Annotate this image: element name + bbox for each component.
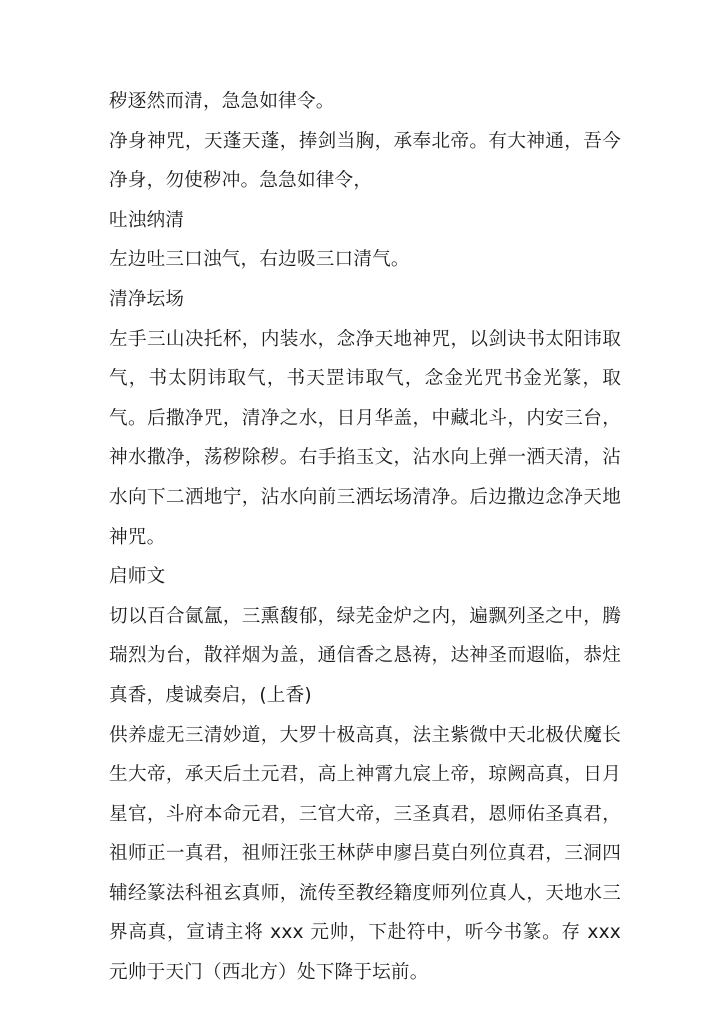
paragraph-incense-invocation: 切以百合氤氲，三熏馥郁，绿芜金炉之内，遍飘列圣之中，腾瑞烈为台，散祥烟为盖，通信香之恳祷，达神圣而遐临，恭炷真香，虔诚奏启，(上香) xyxy=(109,605,621,706)
section-heading-invocation-text: 启师文 xyxy=(109,566,166,588)
paragraph-closing-incantation: 秽逐然而清，急急如律令。 xyxy=(109,91,335,112)
paragraph-altar-purification: 左手三山决托杯，内装水，念净天地神咒，以剑诀书太阳讳取气，书太阴讳取气，书天罡讳取气，念金光咒书金光篆，取气。后撒净咒，清净之水，日月华盖，中藏北斗，内安三台，神水撒净，荡秽除秽。右手掐玉文，沾水向上弹一洒天清，沾水向下二洒地宁，沾水向前三洒坛场清净。后边撒边念净天地神咒。 xyxy=(109,328,621,548)
paragraph-breathing-instruction: 左边吐三口浊气，右边吸三口清气。 xyxy=(109,249,410,271)
paragraph-body-purification-mantra: 净身神咒，天蓬天蓬，捧剑当胸，承奉北帝。有大神通，吾今净身，勿使秽冲。急急如律令， xyxy=(109,130,621,192)
section-heading-purify-altar: 清净坛场 xyxy=(109,288,185,310)
paragraph-deity-offerings: 供养虚无三清妙道，大罗十极高真，法主紫微中天北极伏魔长生大帝，承天后土元君，高上神霄九宸上帝，琼阙高真，日月星官，斗府本命元君，三官大帝，三圣真君，恩师佑圣真君，祖师正一真君，祖师汪张王林萨申廖吕莫白列位真君，三洞四辅经篆法科祖玄真师，流传至教经籍度师列位真人，天地水三界高真，宣请主将 xxx 元帅，下赴符中，听今书篆。存 xxx 元帅于天门（西北方）处下降于坛前。 xyxy=(109,724,621,984)
document-page xyxy=(109,82,621,993)
section-heading-exhale-inhale: 吐浊纳清 xyxy=(109,209,185,231)
